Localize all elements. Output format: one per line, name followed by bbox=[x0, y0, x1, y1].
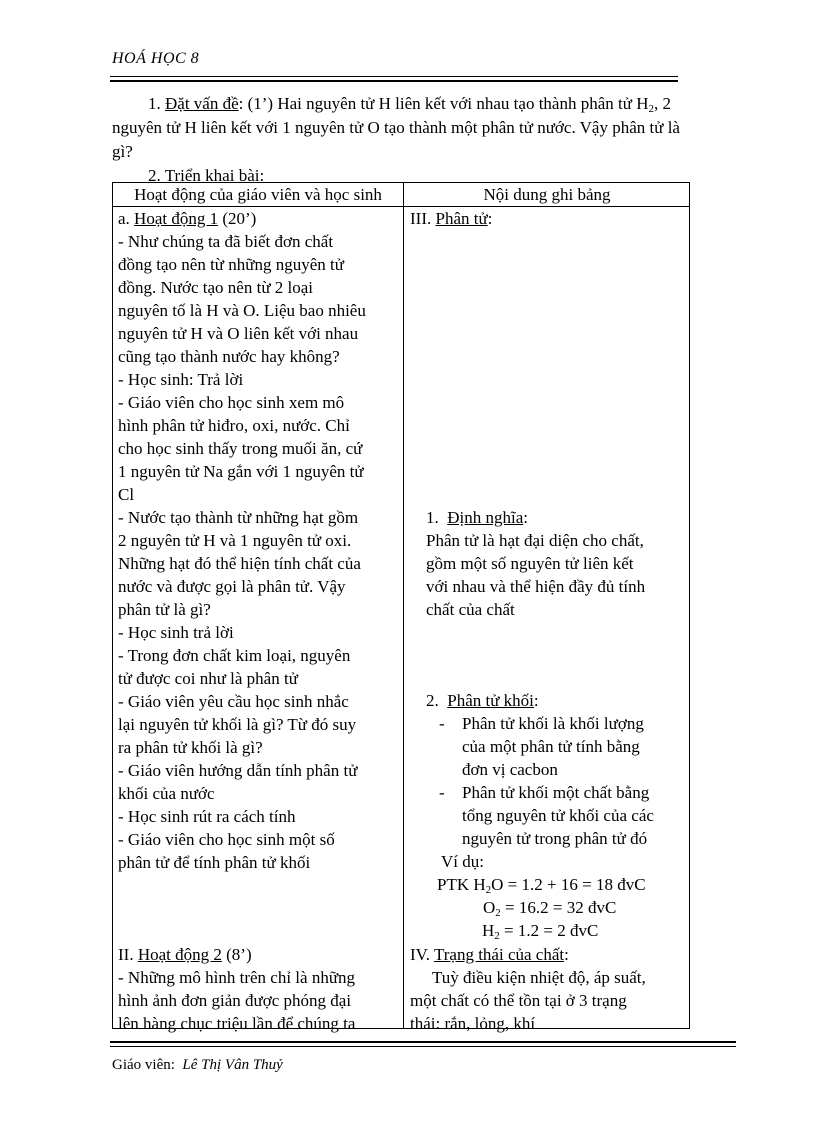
activity-line: Những hạt đó thể hiện tính chất của bbox=[118, 554, 361, 573]
definition-heading: 1. Định nghĩa: bbox=[426, 508, 529, 527]
footer-rule-top bbox=[110, 1041, 736, 1043]
header-rule-bottom bbox=[110, 80, 678, 82]
activity-line: hình phân tử hiđro, oxi, nước. Chỉ bbox=[118, 416, 350, 435]
activity-line: tử được coi như là phân tử bbox=[118, 669, 298, 688]
activity-line: a. Hoạt động 1 (20’) bbox=[118, 209, 257, 228]
table-column-divider bbox=[403, 183, 404, 1028]
activity-line: đồng. Nước tạo nên từ 2 loại bbox=[118, 278, 314, 297]
example-oxygen: $O_2 = 16.2 = 32$ đvC bbox=[483, 898, 617, 919]
bullet-marker-2: - bbox=[439, 783, 445, 802]
activity-line: phân tử là gì? bbox=[118, 600, 211, 619]
trien-khai-bai-label: Triển khai bài bbox=[164, 166, 260, 185]
activity-line: Cl bbox=[118, 485, 135, 504]
intro-section bbox=[112, 92, 742, 188]
intro-paragraph-1: 1. Đặt vấn đề: (1’) Hai nguyên tử H liên kết với nhau tạo thành phân tử $H_2$, 2 bbox=[148, 94, 671, 115]
header-rule-top bbox=[110, 76, 678, 77]
activity-line: 2 nguyên tử H và 1 nguyên tử oxi. bbox=[118, 531, 352, 550]
intro-paragraph-1-line-3: gì? bbox=[112, 142, 133, 161]
activity-line: II. Hoạt động 2 (8’) bbox=[118, 945, 252, 964]
activity-line: 1 nguyên tử Na gắn với 1 nguyên tử bbox=[118, 462, 364, 481]
table-header-board-content: Nội dung ghi bảng bbox=[483, 185, 611, 204]
activity-line: - Học sinh rút ra cách tính bbox=[118, 807, 296, 826]
activity-line: cũng tạo thành nước hay không? bbox=[118, 347, 340, 366]
activity-line: nguyên tử H và O liên kết với nhau bbox=[118, 324, 359, 343]
activity-line: ra phân tử khối là gì? bbox=[118, 738, 263, 757]
section-3-heading: III. Phân tử: bbox=[410, 209, 493, 228]
bullet-marker-1: - bbox=[439, 714, 445, 733]
activity-line: - Học sinh trả lời bbox=[118, 623, 234, 642]
state-of-matter-line-2: một chất có thể tồn tại ở 3 trạng bbox=[410, 991, 627, 1010]
state-of-matter-line-1: Tuỳ điều kiện nhiệt độ, áp suất, bbox=[432, 968, 646, 987]
example-label: Ví dụ: bbox=[441, 852, 484, 871]
activity-line bbox=[118, 897, 400, 920]
section-4-heading: IV. Trạng thái của chất: bbox=[410, 945, 569, 964]
state-of-matter-line-3: thái: rắn, lỏng, khí bbox=[410, 1014, 536, 1033]
example-hydrogen: $H_2 = 1.2 = 2$ đvC bbox=[482, 921, 599, 942]
activity-line: - Giáo viên cho học sinh xem mô bbox=[118, 393, 345, 412]
activity-line: lên hàng chục triệu lần để chúng ta bbox=[118, 1014, 356, 1033]
lesson-table bbox=[112, 182, 690, 1033]
activity-line: - Giáo viên cho học sinh một số bbox=[118, 830, 335, 849]
activity-line: - Trong đơn chất kim loại, nguyên bbox=[118, 646, 351, 665]
page-header-title: HOÁ HỌC 8 bbox=[112, 50, 200, 67]
activity-line: nước và được gọi là phân tử. Vậy bbox=[118, 577, 346, 596]
activity-line: - Giáo viên yêu cầu học sinh nhắc bbox=[118, 692, 349, 711]
activity-line: - Những mô hình trên chỉ là những bbox=[118, 968, 356, 987]
activity-line: khối của nước bbox=[118, 784, 215, 803]
footer-rule-bottom bbox=[110, 1046, 736, 1047]
activity-line: phân tử để tính phân tử khối bbox=[118, 853, 311, 872]
activity-line: - Giáo viên hướng dẫn tính phân tử bbox=[118, 761, 358, 780]
example-water: PTK $H_2O = 1.2 + 16 = 18$ đvC bbox=[437, 875, 646, 896]
activity-line bbox=[118, 874, 400, 897]
activity-line: - Như chúng ta đã biết đơn chất bbox=[118, 232, 334, 251]
dat-van-de-label: Đặt vấn đề bbox=[165, 94, 239, 113]
activity-line: nguyên tố là H và O. Liệu bao nhiêu bbox=[118, 301, 366, 320]
footer-teacher-label: Giáo viên: bbox=[112, 1057, 175, 1073]
footer-teacher bbox=[112, 1054, 283, 1077]
activities-column bbox=[118, 207, 400, 1035]
definition-text: Phân tử là hạt đại diện cho chất, gồm một số nguyên tử liên kết với nhau và thể hiện đầy đủ tính chất của chất bbox=[426, 531, 646, 619]
molecular-mass-heading: 2. Phân tử khối: bbox=[426, 691, 539, 710]
footer-teacher-name: Lê Thị Vân Thuỷ bbox=[182, 1057, 283, 1073]
activity-line: hình ảnh đơn giản được phóng đại bbox=[118, 991, 352, 1010]
activity-line: đồng tạo nên từ những nguyên tử bbox=[118, 255, 344, 274]
activity-line: lại nguyên tử khối là gì? Từ đó suy bbox=[118, 715, 357, 734]
activity-line: cho học sinh thấy trong muối ăn, cứ bbox=[118, 439, 363, 458]
intro-paragraph-1-line-2: nguyên tử H liên kết với 1 nguyên tử O tạo thành một phân tử nước. Vậy phân tử là bbox=[112, 118, 680, 137]
activity-line: - Học sinh: Trả lời bbox=[118, 370, 244, 389]
activity-line: - Nước tạo thành từ những hạt gồm bbox=[118, 508, 359, 527]
molecular-mass-bullet-2: Phân tử khối một chất bằng tổng nguyên tử khối của các nguyên tử trong phân tử đó bbox=[462, 783, 654, 848]
intro-paragraph-2: 2. Triển khai bài: bbox=[148, 166, 265, 185]
table-header-activities: Hoạt động của giáo viên và học sinh bbox=[134, 185, 382, 204]
molecular-mass-bullet-1: Phân tử khối là khối lượng của một phân tử tính bằng đơn vị cacbon bbox=[462, 714, 644, 779]
activity-line bbox=[118, 920, 400, 943]
